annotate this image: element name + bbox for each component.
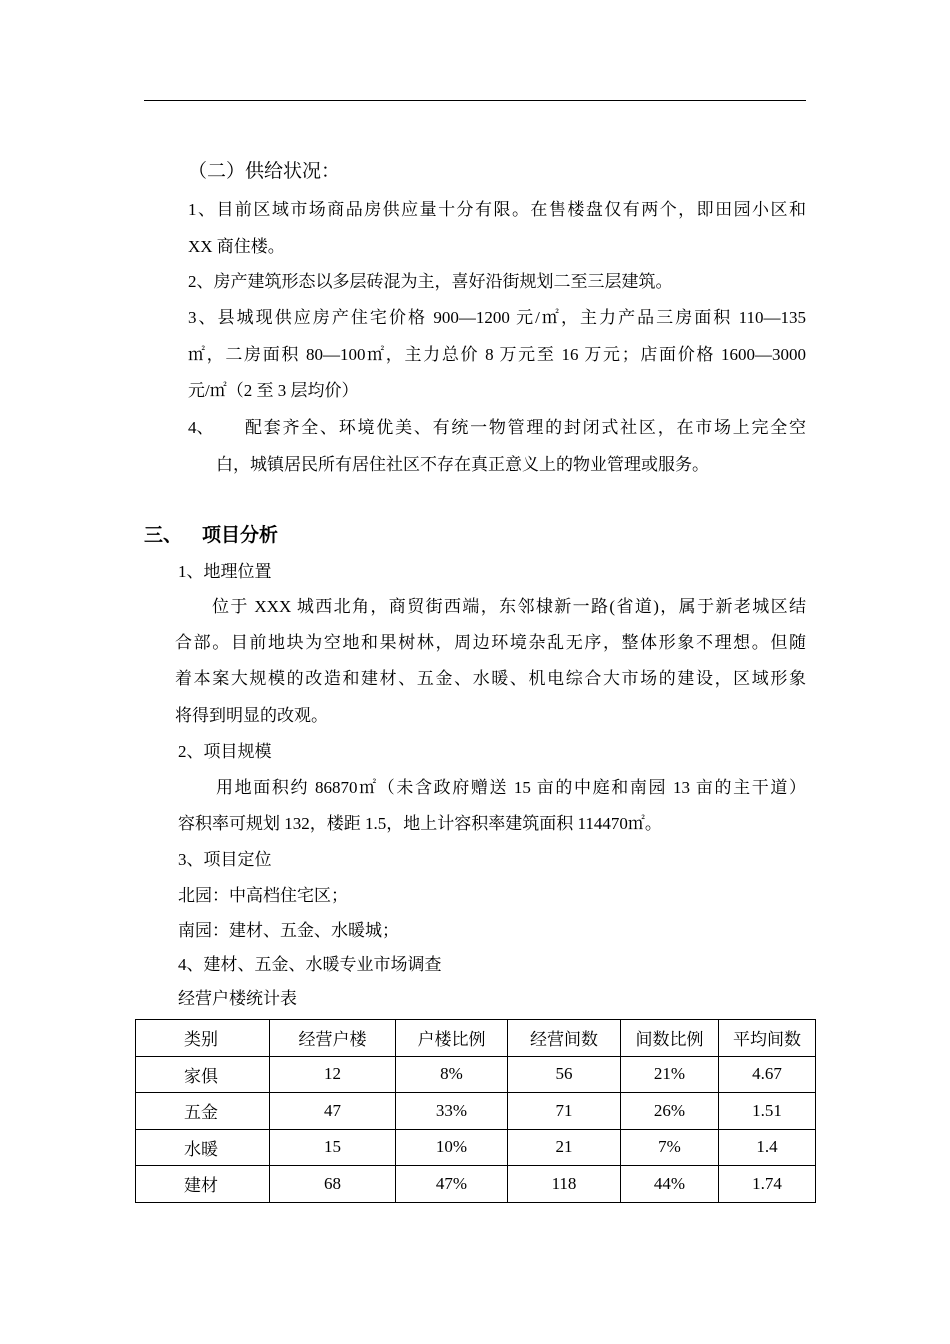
supply-p4-line1: 配套齐全、环境优美、有统一物管理的封闭式社区，在市场上完全空 [245, 418, 806, 437]
table-cell: 1.4 [719, 1129, 816, 1166]
statistics-table [135, 1019, 816, 1203]
positioning-heading: 3、项目定位 [178, 850, 272, 869]
table-cell: 71 [508, 1093, 621, 1130]
table-cell: 33% [396, 1093, 508, 1130]
scale-heading: 2、项目规模 [178, 742, 272, 761]
table-header-cell: 经营户楼 [270, 1020, 396, 1057]
table-cell: 7% [621, 1129, 719, 1166]
table-cell: 21% [621, 1056, 719, 1093]
table-cell: 68 [270, 1166, 396, 1203]
table-cell: 26% [621, 1093, 719, 1130]
table-cell: 1.51 [719, 1093, 816, 1130]
location-line2: 合部。目前地块为空地和果树林，周边环境杂乱无序，整体形象不理想。但随 [175, 633, 806, 652]
table-header-cell: 户楼比例 [396, 1020, 508, 1057]
supply-heading: （二）供给状况： [188, 161, 341, 182]
supply-p3-line1: 3、县城现供应房产住宅价格 900—1200 元/㎡，主力产品三房面积 110—135 [188, 308, 806, 327]
table-cell: 五金 [136, 1093, 270, 1130]
table-cell: 47% [396, 1166, 508, 1203]
table-cell: 44% [621, 1166, 719, 1203]
location-line1: 位于 XXX 城西北角，商贸街西端，东邻棣新一路(省道)，属于新老城区结 [212, 597, 806, 616]
table-cell: 10% [396, 1129, 508, 1166]
scale-line1: 用地面积约 86870㎡（未含政府赠送 15 亩的中庭和南园 13 亩的主干道） [216, 778, 806, 797]
table-header-cell: 平均间数 [719, 1020, 816, 1057]
table-cell: 12 [270, 1056, 396, 1093]
table-cell: 21 [508, 1129, 621, 1166]
header-rule [144, 100, 806, 101]
location-line4: 将得到明显的改观。 [175, 706, 328, 725]
table-cell: 建材 [136, 1166, 270, 1203]
location-heading: 1、地理位置 [178, 562, 272, 581]
table-row [136, 1166, 816, 1203]
positioning-north: 北园：中高档住宅区； [178, 886, 348, 905]
table-cell: 118 [508, 1166, 621, 1203]
table-header-cell: 经营间数 [508, 1020, 621, 1057]
table-row [136, 1093, 816, 1130]
table-cell: 8% [396, 1056, 508, 1093]
section-number: 三、 [144, 524, 183, 546]
supply-p4-number: 4、 [188, 418, 214, 437]
table-header-cell: 类别 [136, 1020, 270, 1057]
market-survey-heading: 4、建材、五金、水暖专业市场调查 [178, 955, 442, 974]
table-header-row [136, 1020, 816, 1057]
table-cell: 56 [508, 1056, 621, 1093]
table-cell: 水暖 [136, 1129, 270, 1166]
location-line3: 着本案大规模的改造和建材、五金、水暖、机电综合大市场的建设，区域形象 [175, 669, 806, 688]
table-row [136, 1056, 816, 1093]
table-cell: 15 [270, 1129, 396, 1166]
supply-p3-line2: ㎡，二房面积 80—100㎡，主力总价 8 万元至 16 万元；店面价格 1600—3000 [188, 345, 806, 364]
supply-p1-line1: 1、目前区域市场商品房供应量十分有限。在售楼盘仅有两个，即田园小区和 [188, 200, 806, 219]
section-title: 项目分析 [202, 524, 279, 546]
scale-line2: 容积率可规划 132，楼距 1.5，地上计容积率建筑面积 114470㎡。 [178, 814, 662, 833]
supply-p4-line2: 白，城镇居民所有居住社区不存在真正意义上的物业管理或服务。 [216, 455, 709, 474]
table-cell: 1.74 [719, 1166, 816, 1203]
positioning-south: 南园：建材、五金、水暖城； [178, 921, 399, 940]
table-row [136, 1129, 816, 1166]
supply-p3-line3: 元/㎡（2 至 3 层均价） [188, 381, 359, 400]
table-cell: 4.67 [719, 1056, 816, 1093]
table-cell: 47 [270, 1093, 396, 1130]
table-title: 经营户楼统计表 [178, 989, 297, 1008]
table-cell: 家俱 [136, 1056, 270, 1093]
table-header-cell: 间数比例 [621, 1020, 719, 1057]
supply-p1-line2: XX 商住楼。 [188, 237, 285, 256]
supply-p2: 2、房产建筑形态以多层砖混为主，喜好沿街规划二至三层建筑。 [188, 272, 673, 291]
